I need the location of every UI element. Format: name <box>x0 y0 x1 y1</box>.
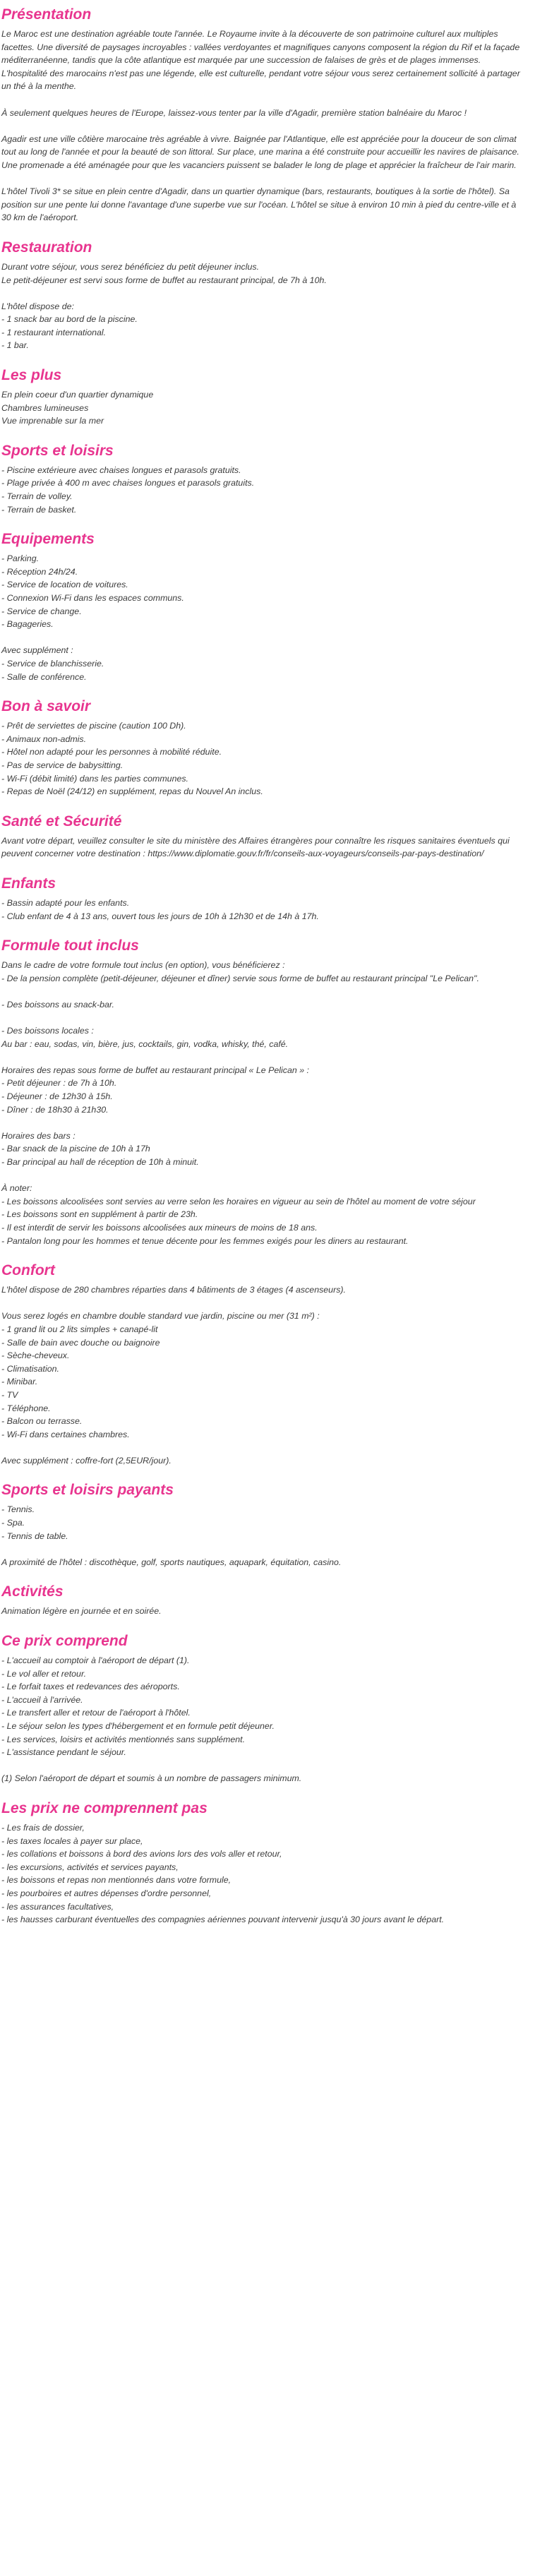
text-line: En plein coeur d'un quartier dynamique <box>1 390 154 400</box>
list-item: - les excursions, activités et services payants, <box>1 1862 179 1872</box>
list-item: - Les boissons sont en supplément à partir de 23h. <box>1 1209 198 1220</box>
text-line: Agadir est une ville côtière marocaine très agréable à vivre. Baignée par l'Atlantique, elle est appréciée pour la douceur de son climat tout au long de l'année et pour la beauté de son littoral. Sur place, une marina a été construite pour accueillir les navires de plaisance. Une promenade a été aménagée pour que les vacanciers puissent se balader le long de plage et apprécier la fraîcheur de l'air marin. <box>1 133 519 170</box>
list-item: - Bar principal au hall de réception de 10h à minuit. <box>1 1157 199 1167</box>
list-item: - Terrain de basket. <box>1 504 77 515</box>
list-item: - Il est interdit de servir les boissons alcoolisées aux mineurs de moins de 18 ans. <box>1 1222 318 1233</box>
text-line: Vue imprenable sur la mer <box>1 416 104 426</box>
section-sante-et-securite <box>1 813 528 865</box>
list-item: - Le séjour selon les types d'hébergement et en formule petit déjeuner. <box>1 1721 275 1731</box>
paragraph <box>1 388 528 428</box>
paragraph <box>1 1605 528 1618</box>
paragraph <box>1 1130 528 1169</box>
list-item: - Téléphone. <box>1 1403 51 1413</box>
section-equipements <box>1 530 528 688</box>
list-item: - Bagageries. <box>1 619 54 630</box>
list-item: - Bassin adapté pour les enfants. <box>1 897 130 908</box>
list-item: - Les frais de dossier, <box>1 1822 85 1833</box>
section-heading: Activités <box>1 1583 64 1600</box>
section-heading: Sports et loisirs payants <box>1 1482 174 1499</box>
list-item: - les assurances facultatives, <box>1 1901 114 1912</box>
text-line: L'hôtel Tivoli 3* se situe en plein centre d'Agadir, dans un quartier dynamique (bars, restaurants, boutiques à la sortie de l'hôtel). Sa position sur une pente lui donne l'avantage d'une superbe vue sur l'océan. L'hôtel se situe à environ 10 min à pied du centre-ville et à 30 km de l'aéroport. <box>1 186 517 223</box>
section-les-prix-ne-comprennent-pas <box>1 1799 528 1931</box>
list-item: - Tennis de table. <box>1 1530 68 1541</box>
text-line: Chambres lumineuses <box>1 402 89 413</box>
list-item: - Minibar. <box>1 1377 38 1387</box>
list-item: - Piscine extérieure avec chaises longues et parasols gratuits. <box>1 465 241 475</box>
text-line: L'hôtel dispose de: <box>1 301 74 311</box>
paragraph <box>1 464 528 516</box>
paragraph <box>1 1454 528 1468</box>
list-item: - Salle de bain avec douche ou baignoire <box>1 1337 160 1348</box>
text-line: Horaires des bars : <box>1 1130 76 1141</box>
list-item: - Spa. <box>1 1518 25 1528</box>
paragraph <box>1 834 528 861</box>
section-activites <box>1 1583 528 1622</box>
section-heading: Santé et Sécurité <box>1 813 122 829</box>
paragraph <box>1 1503 528 1542</box>
paragraph <box>1 959 528 985</box>
list-item: - Déjeuner : de 12h30 à 15h. <box>1 1091 113 1102</box>
list-item: - Petit déjeuner : de 7h à 10h. <box>1 1078 117 1089</box>
list-item: - Salle de conférence. <box>1 671 87 682</box>
list-item: - Le forfait taxes et redevances des aéroports. <box>1 1682 180 1692</box>
list-item: - Service de location de voitures. <box>1 580 128 590</box>
list-item: - Des boissons au snack-bar. <box>1 999 115 1010</box>
list-item: - Animaux non-admis. <box>1 733 87 744</box>
paragraph <box>1 1821 528 1927</box>
paragraph <box>1 998 528 1012</box>
paragraph <box>1 1772 528 1785</box>
section-body <box>1 388 528 432</box>
section-les-plus <box>1 366 528 432</box>
list-item: - L'accueil à l'arrivée. <box>1 1694 83 1705</box>
list-item: - 1 grand lit ou 2 lits simples + canapé-lit <box>1 1324 158 1334</box>
section-heading: Sports et loisirs <box>1 442 114 459</box>
list-item: - TV <box>1 1389 18 1400</box>
list-item: - L'assistance pendant le séjour. <box>1 1747 126 1758</box>
paragraph <box>1 1024 528 1050</box>
list-item: - L'accueil au comptoir à l'aéroport de départ (1). <box>1 1655 190 1666</box>
section-heading: Les prix ne comprennent pas <box>1 1799 208 1816</box>
text-line: À noter: <box>1 1183 32 1194</box>
paragraph <box>1 133 528 172</box>
text-line: Avec supplément : coffre-fort (2,5EUR/jour). <box>1 1455 172 1466</box>
list-item: - Le transfert aller et retour de l'aéroport à l'hôtel. <box>1 1708 191 1718</box>
section-heading: Confort <box>1 1262 55 1279</box>
text-line: Au bar : eau, sodas, vin, bière, jus, cocktails, gin, vodka, whisky, thé, café. <box>1 1038 289 1049</box>
list-item: - Prêt de serviettes de piscine (caution 100 Dh). <box>1 721 186 731</box>
list-item: - Pantalon long pour les hommes et tenue décente pour les femmes exigés pour les diners au restaurant. <box>1 1235 409 1246</box>
section-sports-et-loisirs <box>1 442 528 520</box>
list-item: - Les services, loisirs et activités mentionnés sans supplément. <box>1 1734 246 1744</box>
paragraph <box>1 185 528 224</box>
list-item: - Parking. <box>1 553 40 564</box>
list-item: - De la pension complète (petit-déjeuner, déjeuner et dîner) servie sous forme de buffet au restaurant principal "Le Pelican". <box>1 973 479 983</box>
section-ce-prix-comprend <box>1 1632 528 1790</box>
list-item: - Climatisation. <box>1 1363 59 1374</box>
paragraph <box>1 1283 528 1297</box>
text-line: Dans le cadre de votre formule tout inclus (en option), vous bénéficierez : <box>1 960 285 971</box>
section-confort <box>1 1262 528 1471</box>
list-item: - Des boissons locales : <box>1 1026 94 1036</box>
text-line: Vous serez logés en chambre double standard vue jardin, piscine ou mer (31 m²) : <box>1 1311 320 1322</box>
text-line: L'hôtel dispose de 280 chambres réparties dans 4 bâtiments de 3 étages (4 ascenseurs). <box>1 1285 346 1295</box>
section-bon-a-savoir <box>1 697 528 803</box>
list-item: - Hôtel non adapté pour les personnes à mobilité réduite. <box>1 747 222 757</box>
paragraph <box>1 552 528 631</box>
list-item: - Club enfant de 4 à 13 ans, ouvert tous les jours de 10h à 12h30 et de 14h à 17h. <box>1 911 319 921</box>
text-line: Le Maroc est une destination agréable toute l'année. Le Royaume invite à la découverte de son patrimoine culturel aux multiples facettes. Une diversité de paysages incroyables : vallées verdoyantes et magnifiques canyons composent la région du Rif et la façade méditerranéenne, tandis que la côte atlantique est marquée par une succession de falaises de grès et de plages immenses. L'hospitalité des marocains n'est pas une légende, elle est culturelle, pendant votre séjour vous serez certainement sollicité à partager un thé à la menthe. <box>1 29 520 92</box>
list-item: - 1 snack bar au bord de la piscine. <box>1 314 138 325</box>
section-body <box>1 464 528 520</box>
section-body <box>1 1605 528 1622</box>
paragraph <box>1 1310 528 1441</box>
text-line: Animation légère en journée et en soirée. <box>1 1606 162 1617</box>
section-enfants <box>1 875 528 927</box>
list-item: - Les boissons alcoolisées sont servies au verre selon les horaires en vigueur au sein de l'hôtel au moment de votre séjour <box>1 1196 476 1206</box>
section-body <box>1 897 528 927</box>
paragraph <box>1 897 528 923</box>
text-line: Avant votre départ, veuillez consulter le site du ministère des Affaires étrangères pour connaître les risques sanitaires éventuels qui peuvent concerner votre destination : https://www.diplomatie.gouv.fr/fr/conseils-aux-voyageurs/conseils-par-pays-destination/ <box>1 835 510 859</box>
list-item: - Réception 24h/24. <box>1 566 78 577</box>
paragraph <box>1 1654 528 1759</box>
paragraph <box>1 300 528 352</box>
list-item: - Le vol aller et retour. <box>1 1668 87 1679</box>
text-line: Horaires des repas sous forme de buffet au restaurant principal « Le Pelican » : <box>1 1065 309 1075</box>
section-heading: Présentation <box>1 6 92 23</box>
text-line: A proximité de l'hôtel : discothèque, golf, sports nautiques, aquapark, équitation, casino. <box>1 1557 342 1567</box>
list-item: - Tennis. <box>1 1504 35 1515</box>
section-heading: Restauration <box>1 239 92 256</box>
section-body <box>1 1283 528 1471</box>
section-heading: Formule tout inclus <box>1 937 139 954</box>
section-body <box>1 552 528 688</box>
text-line: À seulement quelques heures de l'Europe, laissez-vous tenter par la ville d'Agadir, première station balnéaire du Maroc ! <box>1 107 467 118</box>
text-line: Le petit-déjeuner est servi sous forme de buffet au restaurant principal, de 7h à 10h. <box>1 275 327 285</box>
list-item: - Wi-Fi (débit limité) dans les parties communes. <box>1 773 188 784</box>
paragraph <box>1 107 528 120</box>
list-item: - Repas de Noël (24/12) en supplément, repas du Nouvel An inclus. <box>1 786 263 797</box>
section-sports-et-loisirs-payants <box>1 1481 528 1573</box>
section-body <box>1 959 528 1252</box>
list-item: - Service de change. <box>1 606 82 616</box>
section-body <box>1 1821 528 1931</box>
section-restauration <box>1 239 528 357</box>
section-body <box>1 260 528 357</box>
section-formule-tout-inclus <box>1 937 528 1252</box>
list-item: - Pas de service de babysitting. <box>1 760 124 770</box>
list-item: - les collations et boissons à bord des avions lors des vols aller et retour, <box>1 1849 282 1859</box>
list-item: - Bar snack de la piscine de 10h à 17h <box>1 1144 150 1154</box>
paragraph <box>1 644 528 683</box>
section-body <box>1 1654 528 1790</box>
paragraph <box>1 719 528 798</box>
paragraph <box>1 1182 528 1247</box>
list-item: - Connexion Wi-Fi dans les espaces communs. <box>1 593 184 603</box>
section-presentation <box>1 6 528 229</box>
list-item: - Wi-Fi dans certaines chambres. <box>1 1429 130 1439</box>
section-heading: Equipements <box>1 531 95 548</box>
section-heading: Enfants <box>1 875 56 892</box>
paragraph <box>1 1556 528 1569</box>
section-heading: Les plus <box>1 367 62 384</box>
text-line: Avec supplément : <box>1 645 73 656</box>
list-item: - les pourboires et autres dépenses d'ordre personnel, <box>1 1888 212 1898</box>
list-item: - les hausses carburant éventuelles des compagnies aériennes pouvant intervenir jusqu'à 30 jours avant le départ. <box>1 1915 445 1925</box>
list-item: - Terrain de volley. <box>1 491 73 502</box>
list-item: - 1 restaurant international. <box>1 327 107 337</box>
section-heading: Bon à savoir <box>1 698 91 715</box>
list-item: - Sèche-cheveux. <box>1 1350 70 1361</box>
list-item: - Service de blanchisserie. <box>1 658 104 669</box>
list-item: - Balcon ou terrasse. <box>1 1416 83 1427</box>
list-item: - Dîner : de 18h30 à 21h30. <box>1 1104 109 1115</box>
paragraph <box>1 260 528 287</box>
list-item: - les taxes locales à payer sur place, <box>1 1835 143 1846</box>
paragraph <box>1 1064 528 1116</box>
section-body <box>1 719 528 803</box>
list-item: - les boissons et repas non mentionnés dans votre formule, <box>1 1875 232 1886</box>
text-line: (1) Selon l'aéroport de départ et soumis à un nombre de passagers minimum. <box>1 1773 302 1784</box>
list-item: - 1 bar. <box>1 340 29 351</box>
paragraph <box>1 28 528 93</box>
section-body <box>1 1503 528 1573</box>
section-heading: Ce prix comprend <box>1 1633 128 1650</box>
section-body <box>1 834 528 865</box>
text-line: Durant votre séjour, vous serez bénéficiez du petit déjeuner inclus. <box>1 261 260 272</box>
section-body <box>1 28 528 229</box>
list-item: - Plage privée à 400 m avec chaises longues et parasols gratuits. <box>1 478 255 489</box>
